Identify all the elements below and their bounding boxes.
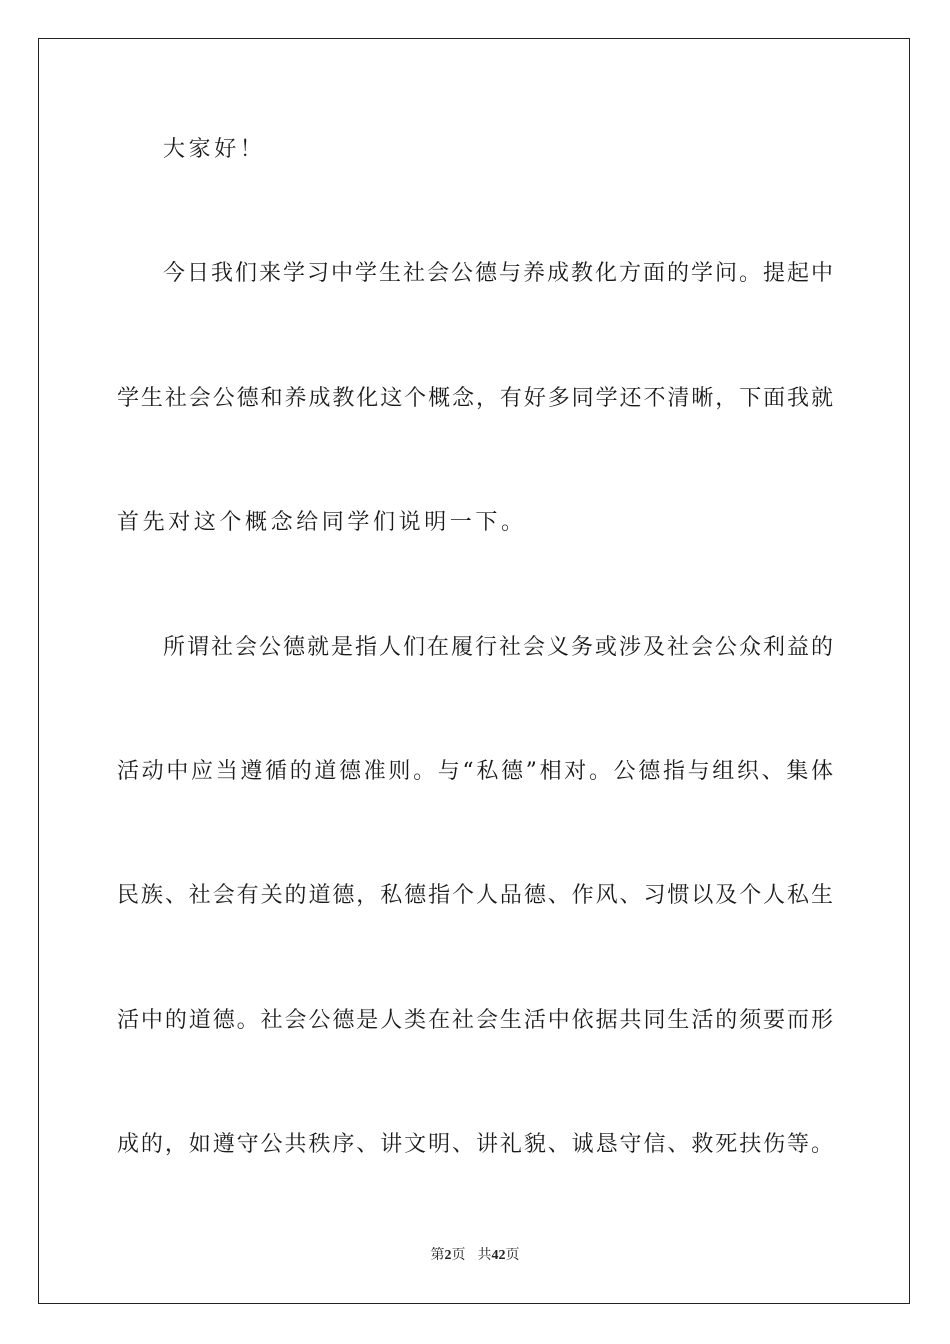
page-prefix: 第 xyxy=(430,1248,445,1263)
total-suffix: 页 xyxy=(505,1248,520,1263)
paragraph-1-line-3: 首先对这个概念给同学们说明一下。 xyxy=(117,510,527,535)
page-number: 2 xyxy=(444,1248,452,1263)
paragraph-2-line-4: 活中的道德。社会公德是人类在社会生活中依据共同生活的须要而形 xyxy=(117,1008,833,1033)
paragraph-1-line-2: 学生社会公德和养成教化这个概念，有好多同学还不清晰，下面我就 xyxy=(117,386,833,411)
paragraph-2-line-1: 所谓社会公德就是指人们在履行社会义务或涉及社会公众利益的 xyxy=(163,635,833,660)
page-footer xyxy=(0,1247,950,1265)
page-border xyxy=(38,38,910,1304)
greeting: 大家好！ xyxy=(163,137,266,162)
page-suffix: 页 xyxy=(451,1248,466,1263)
paragraph-2-line-2: 活动中应当遵循的道德准则。与“私德”相对。公德指与组织、集体 xyxy=(117,759,833,784)
paragraph-2-line-3: 民族、社会有关的道德，私德指个人品德、作风、习惯以及个人私生 xyxy=(117,883,833,908)
paragraph-1-line-1: 今日我们来学习中学生社会公德与养成教化方面的学问。提起中 xyxy=(163,261,833,286)
total-pages: 42 xyxy=(491,1248,506,1263)
paragraph-2-line-5: 成的，如遵守公共秩序、讲文明、讲礼貌、诚恳守信、救死扶伤等。 xyxy=(117,1132,833,1157)
total-prefix: 共 xyxy=(477,1248,492,1263)
